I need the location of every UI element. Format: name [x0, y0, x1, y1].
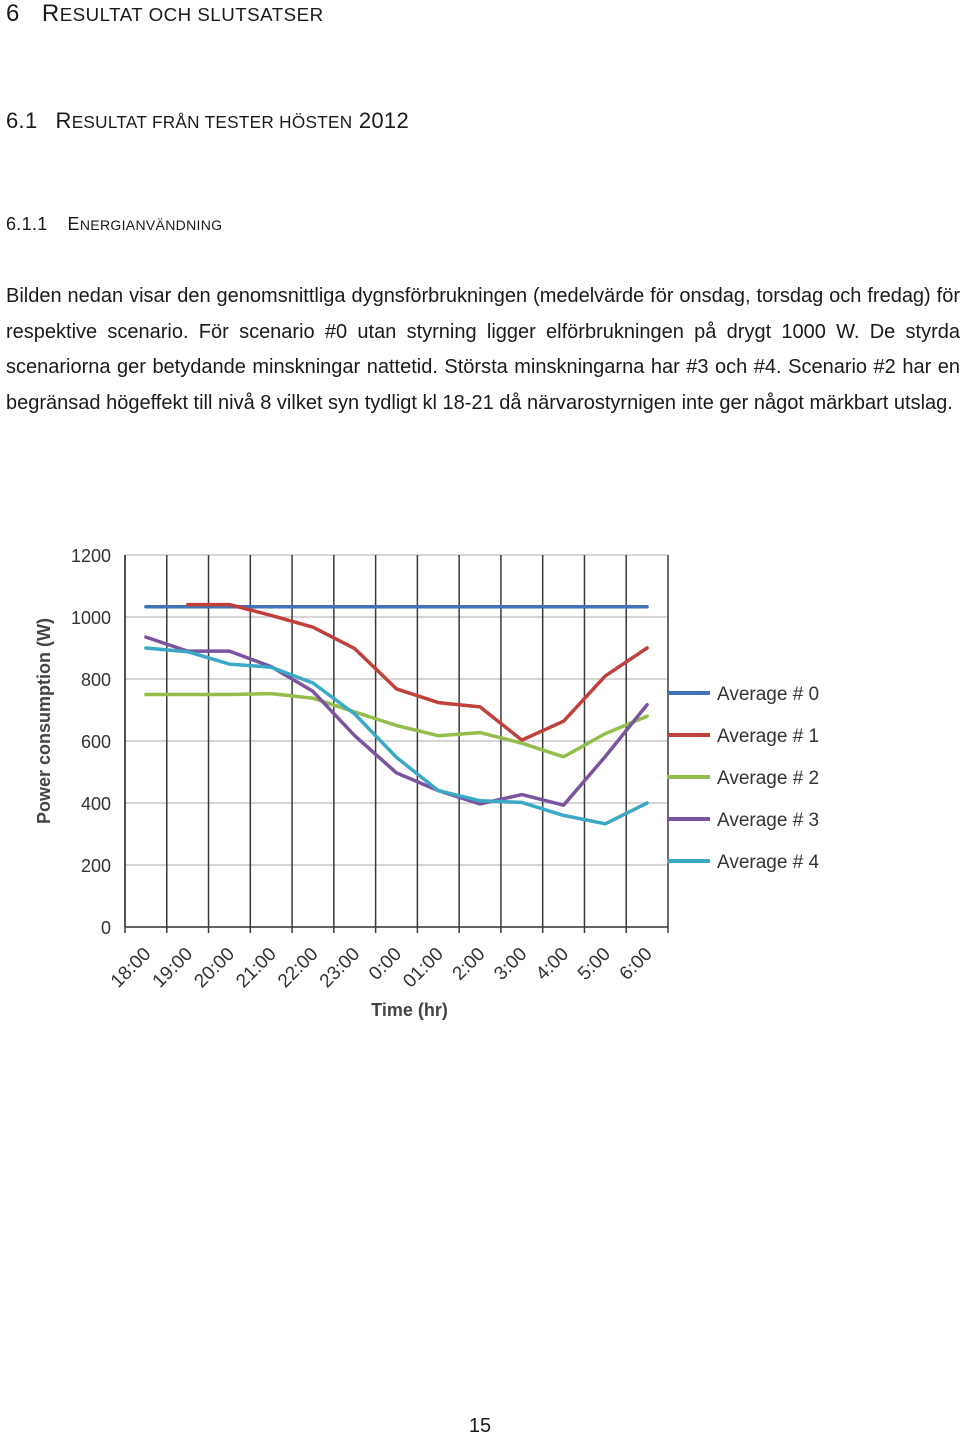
section-heading-6-1-1: 6.1.1 ENERGIANVÄNDNING: [6, 214, 223, 234]
y-tick-label: 600: [80, 732, 111, 752]
page-number: 15: [468, 1415, 492, 1437]
legend-label-0: Average # 0: [717, 684, 820, 705]
x-tick-label: 19:00: [148, 943, 198, 993]
y-tick-label: 1200: [70, 546, 111, 566]
x-tick-label: 2:00: [448, 943, 490, 985]
y-tick-label: 0: [100, 918, 111, 938]
y-tick-label: 800: [80, 670, 111, 690]
legend-label-3: Average # 3: [717, 810, 820, 831]
section-number: 6.1: [6, 108, 38, 133]
y-tick-label: 1000: [70, 608, 111, 628]
y-axis-title: Power consumption (W): [34, 618, 54, 824]
section-heading-6: 6 RESULTAT OCH SLUTSATSER: [6, 0, 324, 27]
y-tick-label: 200: [80, 856, 111, 876]
x-tick-label: 6:00: [615, 943, 657, 985]
x-tick-label: 3:00: [490, 943, 532, 985]
x-tick-label: 0:00: [365, 943, 407, 985]
section-number: 6.1.1: [6, 214, 48, 234]
body-paragraph: Bilden nedan visar den genomsnittliga dygnsförbrukningen (medelvärde för onsdag, torsdag och fredag) för respektive scenario. För scenario #0 utan styrning ligger elförbrukningen på drygt 1000 W. De styrda scenariorna ger betydande minskningar nattetid. Största minskningarna har #3 och #4. Scenario #2 har en begränsad högeffekt till nivå 8 vilket syn tydligt kl 18-21 då närvarostyrnigen inte ger något märkbart utslag.: [6, 285, 960, 414]
x-tick-label: 22:00: [274, 943, 323, 993]
x-tick-label: 4:00: [532, 943, 574, 985]
x-axis-title: Time (hr): [371, 1000, 448, 1020]
x-tick-label: 01:00: [399, 943, 448, 993]
legend-label-4: Average # 4: [717, 852, 820, 873]
x-tick-label: 21:00: [232, 943, 281, 993]
legend-label-1: Average # 1: [717, 726, 820, 747]
series-line-2: [146, 694, 647, 757]
y-tick-label: 400: [80, 794, 111, 814]
legend-label-2: Average # 2: [717, 768, 820, 789]
section-number: 6: [6, 0, 20, 27]
x-tick-label: 20:00: [190, 943, 239, 993]
x-tick-label: 23:00: [315, 943, 365, 993]
section-heading-6-1: 6.1 RESULTAT FRÅN TESTER HÖSTEN 2012: [6, 108, 410, 133]
x-tick-label: 18:00: [106, 943, 156, 993]
power-consumption-chart: [30, 540, 840, 1020]
x-tick-label: 5:00: [573, 943, 615, 985]
